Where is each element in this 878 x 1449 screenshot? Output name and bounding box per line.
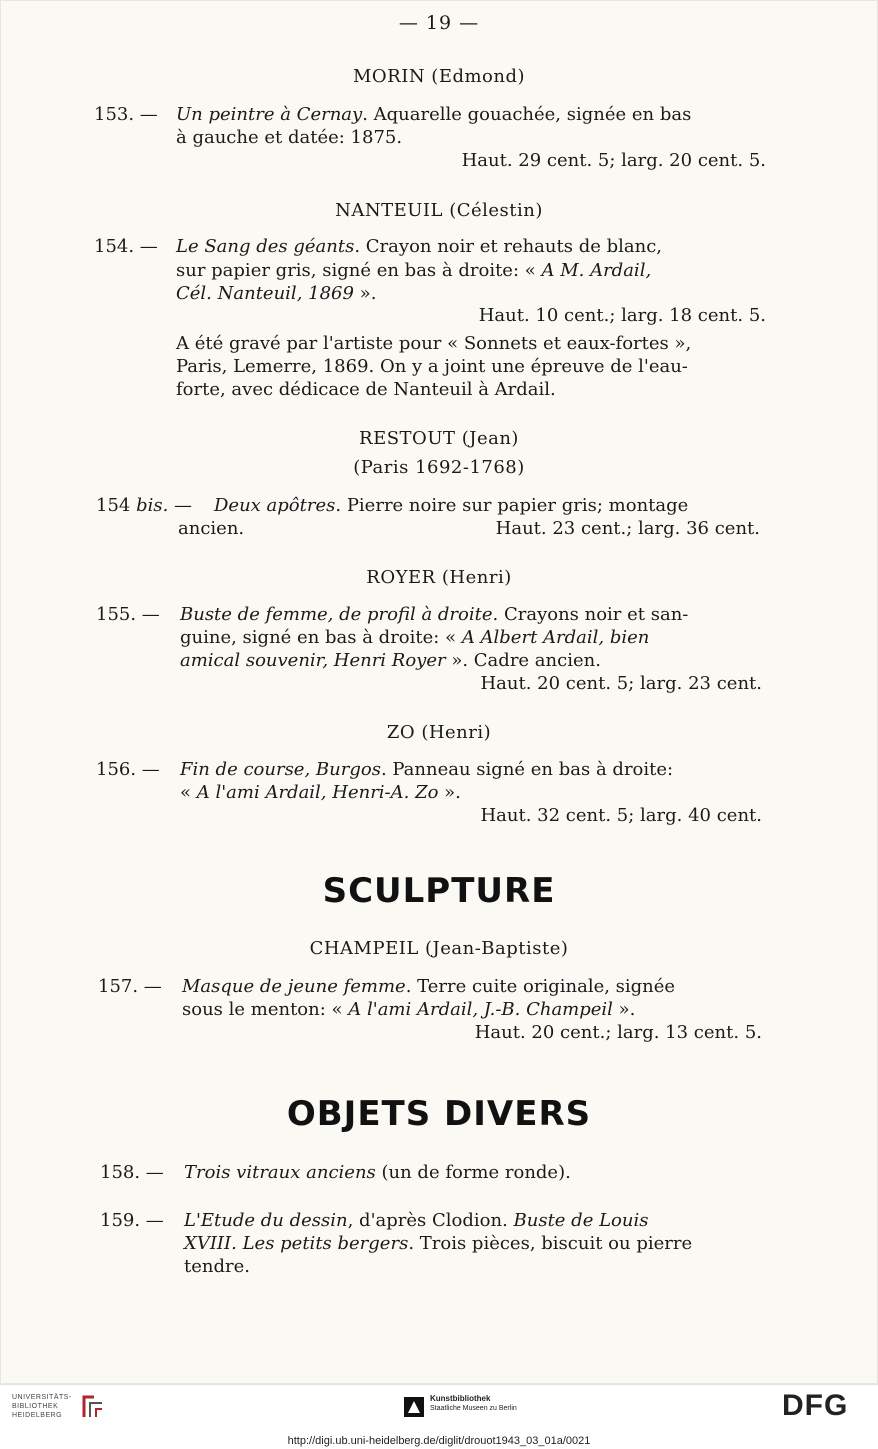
- artist-heading-champeil: CHAMPEIL (Jean-Baptiste): [309, 938, 569, 959]
- artist-heading-nanteuil: NANTEUIL (Célestin): [335, 200, 543, 221]
- lot-number-154-bis: 154 bis. —: [96, 495, 193, 516]
- lot-156-line2: « A l'ami Ardail, Henri-A. Zo ».: [180, 782, 461, 803]
- lot-154bis-line2: ancien.: [178, 518, 245, 539]
- lot-155-title: Buste de femme, de profil à droite: [180, 604, 493, 625]
- dfg-logo: DFG: [782, 1389, 849, 1422]
- lot-159-title: L'Etude du dessin: [184, 1210, 348, 1231]
- lot-number-154: 154. —: [94, 236, 158, 257]
- artist-heading-royer: ROYER (Henri): [366, 567, 512, 588]
- section-title-sculpture: SCULPTURE: [322, 871, 556, 911]
- lot-154bis-line1: Deux apôtres. Pierre noire sur papier gris; montage: [214, 495, 689, 516]
- lot-154-line2: sur papier gris, signé en bas à droite: « A M. Ardail,: [176, 260, 652, 281]
- lot-number-158: 158. —: [100, 1162, 164, 1183]
- permalink-url[interactable]: http://digi.ub.uni-heidelberg.de/diglit/drouot1943_03_01a/0021: [287, 1435, 591, 1447]
- lot-158-title: Trois vitraux anciens: [184, 1162, 376, 1183]
- lot-154bis-title: Deux apôtres: [214, 495, 336, 516]
- lot-154-line1: Le Sang des géants. Crayon noir et rehauts de blanc,: [176, 236, 663, 257]
- lot-154bis-dimensions: Haut. 23 cent.; larg. 36 cent.: [495, 518, 760, 539]
- lot-157-line1: Masque de jeune femme. Terre cuite originale, signée: [182, 976, 676, 997]
- lot-number-156: 156. —: [96, 759, 160, 780]
- lot-155-line1: Buste de femme, de profil à droite. Crayons noir et san-: [180, 604, 689, 625]
- lot-157-dimensions: Haut. 20 cent.; larg. 13 cent. 5.: [474, 1022, 762, 1043]
- lot-159-line2: XVIII. Les petits bergers. Trois pièces, biscuit ou pierre: [184, 1233, 693, 1254]
- artist-dates-restout: (Paris 1692-1768): [353, 457, 525, 478]
- lot-154-note-line3: forte, avec dédicace de Nanteuil à Ardail.: [176, 379, 556, 400]
- artist-heading-morin: MORIN (Edmond): [352, 66, 526, 87]
- lot-153-dimensions: Haut. 29 cent. 5; larg. 20 cent. 5.: [461, 150, 766, 171]
- lot-153-title: Un peintre à Cernay: [176, 104, 363, 125]
- ub-heidelberg-label: UNIVERSITÄTS- BIBLIOTHEK HEIDELBERG: [12, 1394, 72, 1419]
- lot-153-line1: Un peintre à Cernay. Aquarelle gouachée, signée en bas: [176, 104, 692, 125]
- section-title-objets-divers: OBJETS DIVERS: [286, 1094, 592, 1134]
- lot-157-line2: sous le menton: « A l'ami Ardail, J.-B. Champeil ».: [182, 999, 636, 1020]
- artist-heading-zo: ZO (Henri): [386, 722, 492, 743]
- lot-154-note-line2: Paris, Lemerre, 1869. On y a joint une épreuve de l'eau-: [176, 356, 688, 377]
- lot-number-155: 155. —: [96, 604, 160, 625]
- lot-156-dimensions: Haut. 32 cent. 5; larg. 40 cent.: [480, 805, 762, 826]
- kunstbibliothek-logo-icon: [404, 1397, 424, 1417]
- lot-156-line1: Fin de course, Burgos. Panneau signé en bas à droite:: [180, 759, 674, 780]
- lot-154-title: Le Sang des géants: [176, 236, 355, 257]
- lot-155-line3: amical souvenir, Henri Royer ». Cadre ancien.: [180, 650, 601, 671]
- lot-number-157: 157. —: [98, 976, 162, 997]
- lot-154-line3: Cél. Nanteuil, 1869 ».: [176, 283, 377, 304]
- lot-155-dimensions: Haut. 20 cent. 5; larg. 23 cent.: [480, 673, 762, 694]
- lot-159-line3: tendre.: [184, 1256, 250, 1277]
- lot-157-title: Masque de jeune femme: [182, 976, 406, 997]
- ub-heidelberg-logo-icon: [80, 1393, 106, 1419]
- lot-number-153: 153. —: [94, 104, 158, 125]
- page-number: — 19 —: [398, 12, 480, 34]
- lot-156-title: Fin de course, Burgos: [180, 759, 381, 780]
- lot-153-line2: à gauche et datée: 1875.: [176, 127, 403, 148]
- lot-number-159: 159. —: [100, 1210, 164, 1231]
- kunstbibliothek-label: Kunstbibliothek Staatliche Museen zu Berlin: [430, 1394, 517, 1412]
- lot-159-line1: L'Etude du dessin, d'après Clodion. Buste de Louis: [184, 1210, 649, 1231]
- lot-154-dimensions: Haut. 10 cent.; larg. 18 cent. 5.: [478, 305, 766, 326]
- lot-158-line1: Trois vitraux anciens (un de forme ronde).: [184, 1162, 571, 1183]
- lot-155-line2: guine, signé en bas à droite: « A Albert Ardail, bien: [180, 627, 650, 648]
- digitization-footer: [0, 1384, 878, 1449]
- lot-154-note-line1: A été gravé par l'artiste pour « Sonnets et eaux-fortes »,: [176, 333, 692, 354]
- artist-heading-restout: RESTOUT (Jean): [359, 428, 519, 449]
